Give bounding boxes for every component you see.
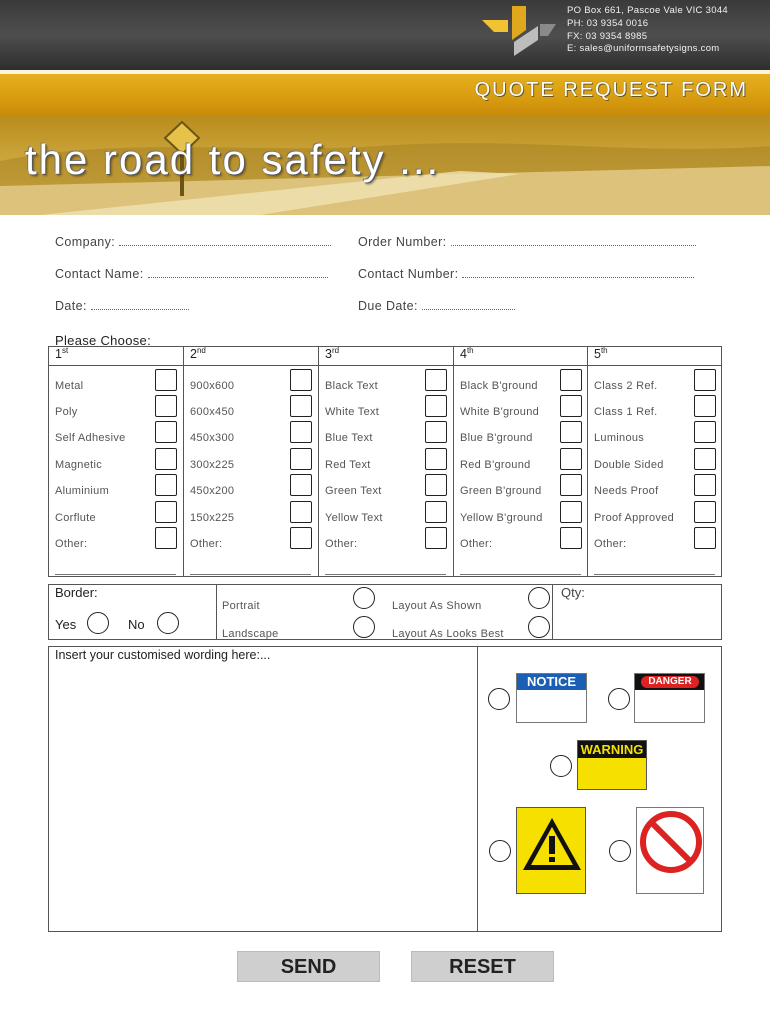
option-checkbox[interactable] [290, 448, 312, 470]
wording-divider [477, 646, 478, 932]
company-logo-icon [478, 6, 558, 62]
address-line: PO Box 661, Pascoe Vale VIC 3044 [567, 5, 728, 16]
option-label: Metal [55, 380, 84, 392]
due-date-input-line[interactable] [422, 300, 515, 310]
please-choose-title: Please Choose: [55, 333, 151, 348]
option-label: Other: [460, 538, 493, 550]
option-label: Self Adhesive [55, 432, 126, 444]
option-checkbox[interactable] [155, 421, 177, 443]
send-button[interactable]: SEND [237, 951, 380, 982]
option-label: Other: [55, 538, 88, 550]
options-column-divider [453, 346, 454, 577]
option-label: 600x450 [190, 406, 235, 418]
options-column-header [460, 346, 474, 361]
email-line: E: sales@uniformsafetysigns.com [567, 43, 720, 55]
option-label: Yellow B'ground [460, 512, 543, 524]
options-column-divider [318, 346, 319, 577]
option-checkbox[interactable] [560, 421, 582, 443]
option-checkbox[interactable] [290, 474, 312, 496]
column-number: 1 [55, 347, 62, 362]
layout-as-shown-label: Layout As Shown [392, 600, 482, 612]
option-checkbox[interactable] [290, 527, 312, 549]
prohibition-sign-icon [636, 807, 704, 894]
slogan: the road to safety ... [25, 136, 441, 183]
danger-sign-icon [634, 673, 705, 723]
option-checkbox[interactable] [560, 395, 582, 417]
option-label: 150x225 [190, 512, 235, 524]
option-label: Black Text [325, 380, 378, 392]
option-checkbox[interactable] [155, 448, 177, 470]
option-checkbox[interactable] [694, 369, 716, 391]
order-number-field[interactable] [358, 235, 696, 249]
option-checkbox[interactable] [155, 527, 177, 549]
notice-sign-icon [516, 673, 587, 723]
column-number: 5 [594, 347, 601, 362]
option-label: White B'ground [460, 406, 540, 418]
wording-textarea[interactable] [52, 668, 472, 928]
option-checkbox[interactable] [560, 474, 582, 496]
notice-sign-radio[interactable] [488, 688, 510, 710]
date-input-line[interactable] [91, 300, 189, 310]
order-number-input-line[interactable] [451, 236, 696, 246]
border-no-label: No [128, 617, 145, 632]
column-ordinal-suffix: rd [331, 346, 340, 355]
option-label: Blue B'ground [460, 432, 533, 444]
option-checkbox[interactable] [694, 395, 716, 417]
contact-name-field[interactable] [55, 267, 328, 281]
option-checkbox[interactable] [155, 369, 177, 391]
date-label: Date: [55, 299, 87, 313]
order-number-label: Order Number: [358, 235, 447, 249]
options-column-header [325, 346, 339, 361]
option-label: Other: [594, 538, 627, 550]
portrait-radio[interactable] [353, 587, 375, 609]
option-label: Class 1 Ref. [594, 406, 658, 418]
other-input-line[interactable] [190, 574, 311, 575]
option-checkbox[interactable] [425, 395, 447, 417]
danger-sign-radio[interactable] [608, 688, 630, 710]
option-checkbox[interactable] [694, 501, 716, 523]
options-header-divider [48, 365, 722, 366]
wording-label: Insert your customised wording here:... [55, 648, 271, 662]
layout-looks-best-label: Layout As Looks Best [392, 628, 504, 640]
company-label: Company: [55, 235, 116, 249]
border-yes-label: Yes [55, 617, 77, 632]
option-label: Proof Approved [594, 512, 675, 524]
warning-sign-header: WARNING [578, 741, 646, 758]
hazard-sign-radio[interactable] [489, 840, 511, 862]
option-label: Yellow Text [325, 512, 383, 524]
portrait-label: Portrait [222, 600, 260, 612]
option-checkbox[interactable] [155, 501, 177, 523]
option-checkbox[interactable] [425, 501, 447, 523]
option-checkbox[interactable] [694, 527, 716, 549]
option-label: Magnetic [55, 459, 103, 471]
option-label: Double Sided [594, 459, 664, 471]
options-column-header [594, 346, 608, 361]
other-input-line[interactable] [325, 574, 446, 575]
warning-sign-radio[interactable] [550, 755, 572, 777]
option-label: Corflute [55, 512, 96, 524]
layout-looks-best-radio[interactable] [528, 616, 550, 638]
option-label: Black B'ground [460, 380, 538, 392]
landscape-label: Landscape [222, 628, 279, 640]
contact-number-input-line[interactable] [462, 268, 694, 278]
company-input-line[interactable] [119, 236, 331, 246]
column-number: 2 [190, 347, 197, 362]
contact-name-label: Contact Name: [55, 267, 144, 281]
option-checkbox[interactable] [290, 421, 312, 443]
warning-sign-icon [577, 740, 647, 790]
option-checkbox[interactable] [560, 448, 582, 470]
option-checkbox[interactable] [560, 501, 582, 523]
phone-line: PH: 03 9354 0016 [567, 17, 649, 29]
no-entry-circle-icon [637, 808, 705, 895]
company-field[interactable] [55, 235, 331, 249]
option-checkbox[interactable] [425, 448, 447, 470]
due-date-field[interactable] [358, 299, 515, 313]
option-checkbox[interactable] [694, 421, 716, 443]
option-checkbox[interactable] [425, 369, 447, 391]
border-yes-radio[interactable] [87, 612, 109, 634]
option-label: Poly [55, 406, 78, 418]
option-label: 900x600 [190, 380, 235, 392]
title-bar-stripe [0, 70, 770, 74]
contact-number-label: Contact Number: [358, 267, 459, 281]
due-date-label: Due Date: [358, 299, 418, 313]
layout-as-shown-radio[interactable] [528, 587, 550, 609]
option-label: Other: [325, 538, 358, 550]
option-label: Needs Proof [594, 485, 659, 497]
option-checkbox[interactable] [425, 421, 447, 443]
fax-line: FX: 03 9354 8985 [567, 30, 648, 42]
date-field[interactable] [55, 299, 189, 313]
column-number: 3 [325, 347, 332, 362]
options-column-divider [183, 346, 184, 577]
option-label: Class 2 Ref. [594, 380, 658, 392]
contact-number-field[interactable] [358, 267, 694, 281]
reset-button[interactable]: RESET [411, 951, 554, 982]
option-label: Red B'ground [460, 459, 531, 471]
column-ordinal-suffix: nd [196, 346, 206, 355]
option-label: 450x200 [190, 485, 235, 497]
border-label: Border: [55, 585, 98, 600]
other-input-line[interactable] [594, 574, 715, 575]
other-input-line[interactable] [55, 574, 176, 575]
option-label: Green Text [325, 485, 382, 497]
option-checkbox[interactable] [290, 369, 312, 391]
danger-sign-header: DANGER [641, 676, 699, 688]
exclamation-triangle-icon [517, 808, 587, 895]
border-divider-2 [552, 584, 553, 640]
column-ordinal-suffix: th [600, 346, 608, 355]
option-label: Green B'ground [460, 485, 542, 497]
notice-sign-header: NOTICE [517, 674, 586, 690]
option-checkbox[interactable] [694, 474, 716, 496]
contact-name-input-line[interactable] [148, 268, 328, 278]
option-checkbox[interactable] [560, 527, 582, 549]
option-label: 300x225 [190, 459, 235, 471]
column-ordinal-suffix: st [61, 346, 69, 355]
qty-label: Qty: [561, 585, 585, 600]
option-checkbox[interactable] [425, 474, 447, 496]
option-checkbox[interactable] [290, 395, 312, 417]
other-input-line[interactable] [460, 574, 581, 575]
option-label: White Text [325, 406, 380, 418]
border-no-radio[interactable] [157, 612, 179, 634]
option-label: Luminous [594, 432, 645, 444]
options-column-divider [587, 346, 588, 577]
option-label: 450x300 [190, 432, 235, 444]
option-checkbox[interactable] [155, 395, 177, 417]
option-label: Other: [190, 538, 223, 550]
prohibition-sign-radio[interactable] [609, 840, 631, 862]
options-column-header [190, 346, 206, 361]
contact-details [567, 5, 728, 56]
option-checkbox[interactable] [155, 474, 177, 496]
option-label: Aluminium [55, 485, 110, 497]
column-ordinal-suffix: th [466, 346, 474, 355]
border-divider-1 [216, 584, 217, 640]
option-checkbox[interactable] [425, 527, 447, 549]
option-checkbox[interactable] [290, 501, 312, 523]
option-label: Red Text [325, 459, 371, 471]
form-title: QUOTE REQUEST FORM [474, 79, 748, 101]
landscape-radio[interactable] [353, 616, 375, 638]
option-checkbox[interactable] [560, 369, 582, 391]
options-column-header [55, 346, 68, 361]
option-checkbox[interactable] [694, 448, 716, 470]
option-label: Blue Text [325, 432, 373, 444]
column-number: 4 [460, 347, 467, 362]
hazard-warning-sign-icon [516, 807, 586, 894]
qty-input[interactable] [590, 584, 720, 638]
